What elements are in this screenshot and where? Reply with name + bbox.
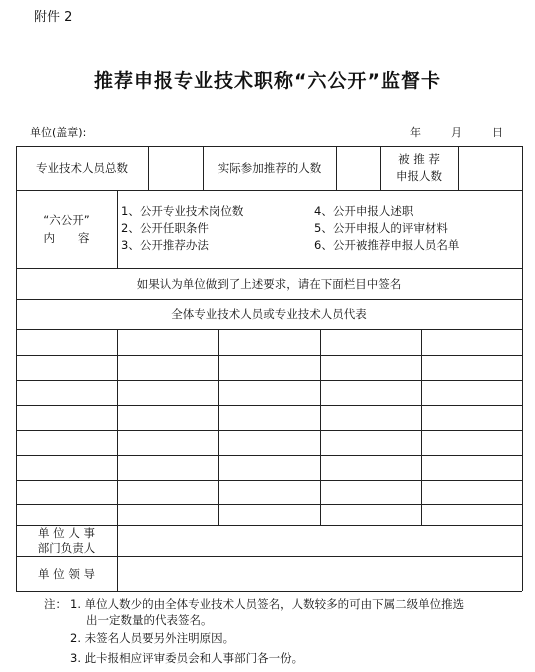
- year-label: 年: [410, 126, 421, 139]
- note-1-line2: 出一定数量的代表签名。: [86, 613, 213, 627]
- note-1-line1: 1. 单位人数少的由全体专业技术人员签名，人数较多的可由下属二级单位推选: [70, 597, 465, 611]
- six-open-item-1: 1、公开专业技术岗位数: [121, 204, 244, 218]
- recommended-count-value[interactable]: [458, 146, 522, 190]
- hr-head-label: [16, 525, 117, 556]
- attachment-label: 附件 2: [34, 10, 73, 25]
- hr-head-signature[interactable]: [117, 525, 522, 556]
- six-open-item-4: 4、公开申报人述职: [314, 204, 414, 218]
- notes-prefix: 注：: [44, 597, 67, 611]
- actual-participants-label: 实际参加推荐的人数: [217, 161, 322, 175]
- six-open-label: [16, 190, 117, 268]
- recommended-label-line2: 申报人数: [396, 169, 442, 183]
- hr-head-label-line1: 单 位 人 事: [38, 525, 95, 540]
- note-2: 2. 未签名人员要另外注明原因。: [70, 631, 235, 645]
- hr-head-label-line2: 部门负责人: [37, 540, 96, 555]
- six-open-items-right: [314, 203, 459, 254]
- total-staff-value[interactable]: [148, 146, 203, 190]
- recommended-label-line1: 被 推 荐: [398, 152, 440, 166]
- six-open-label-line2: 内 容: [43, 231, 90, 245]
- actual-participants-value[interactable]: [336, 146, 380, 190]
- recommended-count-label: [380, 146, 458, 190]
- month-label: 月: [451, 126, 462, 139]
- six-open-item-3: 3、公开推荐办法: [121, 238, 209, 252]
- unit-seal-label: 单位(盖章):: [30, 126, 87, 139]
- six-open-item-2: 2、公开任职条件: [121, 221, 209, 235]
- six-open-item-6: 6、公开被推荐申报人员名单: [314, 238, 460, 252]
- representatives-label: 全体专业技术人员或专业技术人员代表: [171, 307, 367, 321]
- sign-instruction: 如果认为单位做到了上述要求，请在下面栏目中签名: [136, 276, 402, 291]
- six-open-label-line1: “六公开”: [43, 213, 90, 227]
- day-label: 日: [492, 126, 503, 139]
- leader-signature[interactable]: [117, 556, 522, 591]
- note-3: 3. 此卡报相应评审委员会和人事部门各一份。: [70, 651, 304, 665]
- total-staff-label: 专业技术人员总数: [36, 161, 128, 175]
- leader-label: 单 位 领 导: [38, 566, 95, 581]
- six-open-item-5: 5、公开申报人的评审材料: [314, 221, 448, 235]
- six-open-items-left: [121, 203, 243, 254]
- page-title: 推荐申报专业技术职称“六公开”监督卡: [94, 70, 441, 92]
